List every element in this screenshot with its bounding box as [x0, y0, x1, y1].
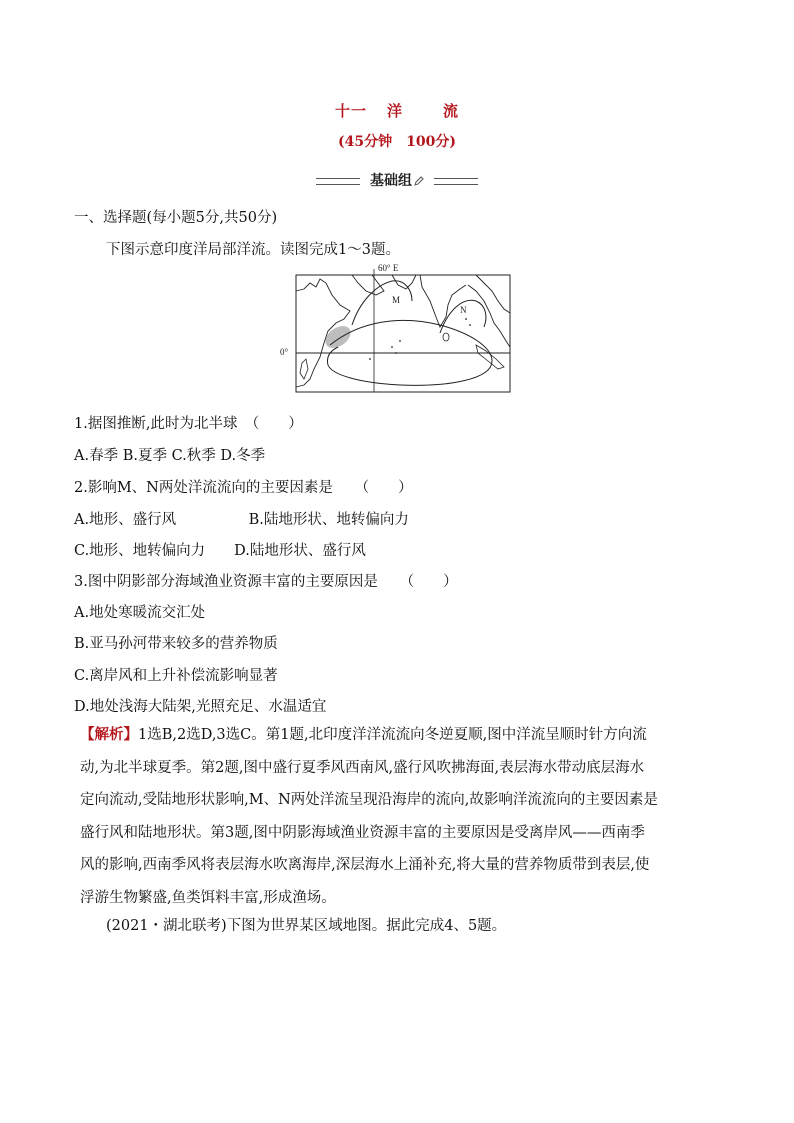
- analysis-line: 动,为北半球夏季。第2题,图中盛行夏季风西南风,盛行风吹拂海面,表层海水带动底层海水: [80, 759, 645, 776]
- indian-ocean-map: [280, 261, 516, 401]
- analysis-line: 浮游生物繁盛,鱼类饵料丰富,形成渔场。: [80, 889, 336, 906]
- group-label: 基础组: [370, 173, 412, 189]
- equator-label: 0°: [280, 347, 289, 357]
- question-3-stem: 3.图中阴影部分海域渔业资源丰富的主要原因是 （ ）: [74, 574, 458, 590]
- page-subtitle: (45分钟 100分): [338, 134, 456, 150]
- question-3-option-c: C.离岸风和上升补偿流影响显著: [74, 668, 278, 684]
- question-3-option-d: D.地处浅海大陆架,光照充足、水温适宜: [74, 699, 327, 715]
- longitude-label: 60° E: [378, 263, 399, 273]
- analysis-line: 盛行风和陆地形状。第3题,图中阴影海域渔业资源丰富的主要原因是受离岸风——西南季: [80, 824, 645, 841]
- analysis-line: 风的影响,西南季风将表层海水吹离海岸,深层海水上涌补充,将大量的营养物质带到表层,使: [80, 857, 650, 873]
- pencil-icon: [414, 176, 424, 186]
- map-label-m: M: [392, 295, 401, 305]
- question-2-stem: 2.影响M、N两处洋流流向的主要因素是 （ ）: [74, 480, 413, 496]
- title-number: 十一: [334, 102, 367, 120]
- title-word-2: 流: [443, 102, 460, 120]
- analysis-line: 定向流动,受陆地形状影响,M、N两处洋流呈现沿海岸的流向,故影响洋流流向的主要因素是: [80, 792, 658, 808]
- group-heading: [0, 170, 794, 190]
- question-3-option-a: A.地处寒暖流交汇处: [74, 605, 206, 621]
- map-label-n: N: [460, 305, 467, 315]
- question-1-options: A.春季 B.夏季 C.秋季 D.冬季: [74, 448, 266, 464]
- left-rule: [316, 178, 360, 185]
- question-2-options-b: C.地形、地转偏向力 D.陆地形状、盛行风: [74, 543, 366, 559]
- title-word-1: 洋: [386, 102, 403, 120]
- question-2-options-a: A.地形、盛行风 B.陆地形状、地转偏向力: [74, 512, 409, 528]
- section-intro: 下图示意印度洋局部洋流。读图完成1～3题。: [106, 242, 400, 258]
- question-3-option-b: B.亚马孙河带来较多的营养物质: [74, 636, 278, 652]
- page-title: [0, 100, 794, 121]
- map-figure: [280, 261, 516, 401]
- section-heading: 一、选择题(每小题5分,共50分): [74, 210, 278, 226]
- question-1-stem: 1.据图推断,此时为北半球 （ ）: [74, 416, 303, 432]
- right-rule: [434, 178, 478, 185]
- analysis-block: [80, 719, 728, 914]
- analysis-text: 1选B,2选D,3选C。第1题,北印度洋洋流流向冬逆夏顺,图中洋流呈顺时针方向流: [138, 727, 647, 743]
- analysis-tag: 【解析】: [80, 726, 138, 743]
- analysis-line: [80, 719, 728, 752]
- next-section-intro: (2021・湖北联考)下图为世界某区域地图。据此完成4、5题。: [106, 918, 507, 934]
